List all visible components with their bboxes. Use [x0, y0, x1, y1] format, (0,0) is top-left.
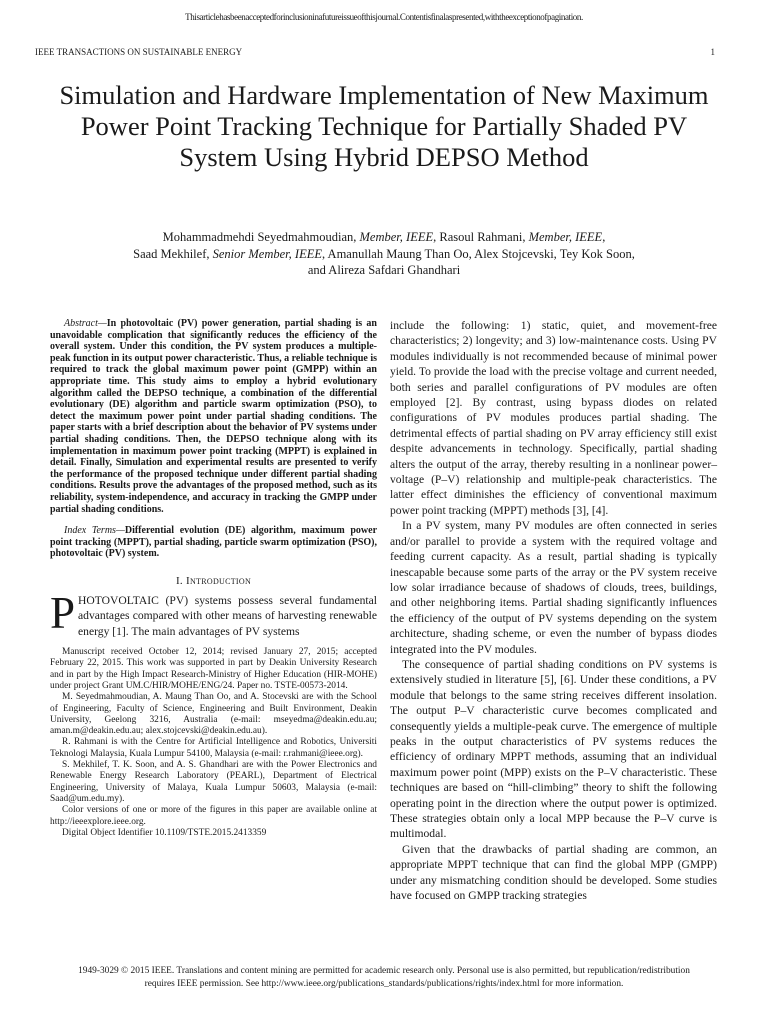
- footnote: R. Rahmani is with the Centre for Artificial Intelligence and Robotics, Universiti Teknologi Malaysia, Kuala Lumpur 54100, Malaysia (e-mail: r.rahmani@ieee.org).: [50, 737, 377, 759]
- right-column: [390, 318, 717, 903]
- drop-cap: P: [50, 587, 76, 638]
- intro-paragraph: [50, 587, 377, 639]
- footnote: S. Mekhilef, T. K. Soon, and A. S. Ghandhari are with the Power Electronics and Renewable Energy Research Laboratory (PEARL), Department of Electrical Engineering, University of Malaya, Kuala Lumpur 50603, Malaysia (e-mail: Saad@um.edu.my).: [50, 760, 377, 804]
- author-role: Senior Member, IEEE: [212, 246, 322, 261]
- body-paragraph: In a PV system, many PV modules are often connected in series and/or parallel to provide a system with the required voltage and feeding current capacity. As a result, partial shading is typically inescapable because some parts of the array or the PV system receive low solar irradiance because of shadows of clouds, trees, buildings, and other neighboring items. Partial shading significantly influences the efficiency of the output of PV systems depending on the system architecture, shading scheme, or even the number of bypass diodes integrated into the PV modules.: [390, 519, 717, 656]
- author-name: , Amanullah Maung Than Oo, Alex Stojcevski, Tey Kok Soon,: [321, 246, 635, 261]
- body-paragraph: Given that the drawbacks of partial shading are common, an appropriate MPPT technique that can find the global MPP (GMPP) under any mismatching condition should be developed. Some studies have focused on GMPP tracking strategies: [390, 842, 717, 903]
- copyright-line: requires IEEE permission. See http://www.ieee.org/publications_standards/publications/rights/index.html for more information.: [144, 979, 624, 989]
- intro-text: (PV) systems possess several fundamental advantages compared with other means of harvesting renewable energy [1]. The main advantages of PV systems: [78, 593, 377, 638]
- body-paragraph: include the following: 1) static, quiet, and movement-free characteristics; 2) longevity; and 3) low-maintenance costs. Using PV modules individually is not recommended because of minimal power yield. To provide the load with the precise voltage and current needed, both series and parallel configurations of PV modules are often employed [2]. By contrast, using bypass diodes on related configurations of PV modules produces partial shading. The detrimental effects of partial shading on PV array efficiency still exist despite advancements in technology. Specifically, partial shading alters the output of the array, thereby resulting in a nonlinear power–voltage (P–V) relationship and multiple-peak characteristics. The latter effect diminishes the efficiency of conventional maximum power point tracking (MPPT) methods [3], [4].: [390, 319, 717, 517]
- author-role: Member, IEEE: [359, 230, 434, 244]
- author-name: Saad Mekhilef,: [133, 246, 213, 261]
- author-role: Member, IEEE: [528, 230, 603, 244]
- abstract-text: In photovoltaic (PV) power generation, partial shading is an unavoidable complication that significantly reduces the efficiency of the overall system. Under this condition, the PV system produces a multiple-peak function in its output power characteristic. Thus, a reliable technique is required to track the global maximum power point (GMPP) within an appropriate time. This study aims to employ a hybrid evolutionary algorithm called the DEPSO technique, a combination of the differential evolutionary (DE) algorithm and particle swarm optimization (PSO), to detect the maximum power point under partial shading conditions. The paper starts with a brief description about the behavior of PV systems under partial shading conditions. Then, the DEPSO technique along with its implementation in maximum power point tracking (MPPT) is explained in detail. Finally, Simulation and experimental results are presented to verify the performance of the proposed technique under different partial shading conditions. Results prove the advantages of the proposed method, such as its reliability, system-independence, and accuracy in tracking the GMPP under partial shading conditions.: [50, 318, 377, 515]
- journal-name: IEEE TRANSACTIONS ON SUSTAINABLE ENERGY: [35, 47, 243, 57]
- footnote: Color versions of one or more of the figures in this paper are available online at http://ieeexplore.ieee.org.: [50, 805, 377, 827]
- footnote: Manuscript received October 12, 2014; revised January 27, 2015; accepted February 22, 2015. This work was supported in part by Deakin University Research and in part by the High Impact Research-Ministry of Higher Education (HIR-MOHE) under project Grant UM.C/HIR/MOHE/ENG/24. Paper no. TSTE-00573-2014.: [50, 647, 377, 691]
- author-name: and Alireza Safdari Ghandhari: [307, 263, 461, 277]
- author-list: [60, 229, 708, 279]
- index-terms-text: Differential evolution (DE) algorithm, maximum power point tracking (MPPT), partial shading, particle swarm optimization (PSO), photovoltaic (PV) system.: [50, 525, 378, 560]
- acceptance-notice: Thisarticlehasbeenacceptedforinclusioninafutureissueofthisjournal.Contentisfinalaspresented,withtheexceptionofpagination.: [185, 12, 583, 22]
- paper-title: Simulation and Hardware Implementation of New Maximum Power Point Tracking Technique for Partially Shaded PV System Using Hybrid DEPSO Method: [59, 80, 709, 172]
- copyright-line: 1949-3029 © 2015 IEEE. Translations and content mining are permitted for academic research only. Personal use is also permitted, but republication/redistribution: [78, 966, 690, 976]
- index-terms-label: Index Terms—: [64, 525, 125, 537]
- abstract-label: Abstract—: [64, 318, 107, 329]
- left-column: [50, 318, 377, 839]
- footnote: Digital Object Identifier 10.1109/TSTE.2015.2413359: [62, 827, 267, 838]
- author-separator: ,: [602, 230, 606, 244]
- section-heading: I. Introduction: [175, 574, 252, 587]
- running-head: [35, 47, 715, 57]
- body-paragraph: The consequence of partial shading conditions on PV systems is extensively studied in literature [5], [6]. Under these conditions, a PV module that belongs to the same string receives different insolation. The output P–V characteristic curve becomes complicated and consequently yields a multiple-peak curve. The emergence of multiple peaks in the output characteristics of PV systems reduces the efficiency of ordinary MPPT methods, assuming that an individual maximum power point (MPP) exists on the P–V characteristic. These techniques are based on “hill-climbing” theory to shift the following operating point in the direction where the output power is optimized. These strategies obtain only a local MPP because the P–V curve is multimodal.: [390, 657, 717, 841]
- page-number: 1: [710, 47, 715, 57]
- author-name: Mohammadmehdi Seyedmahmoudian,: [162, 230, 360, 244]
- footnote: M. Seyedmahmoudian, A. Maung Than Oo, and A. Stocevski are with the School of Engineering, Faculty of Science, Engineering and Built Environment, Deakin University, Geelong 3216, Australia (e-mail: mseyedma@deakin.edu.au; aman.m@deakin.edu.au; alex.stojcevski@deakin.edu.au).: [50, 692, 377, 737]
- abstract: [50, 318, 377, 515]
- author-name: , Rasoul Rahmani,: [433, 230, 529, 244]
- footnotes: [50, 647, 377, 839]
- index-terms: [50, 525, 377, 560]
- copyright-footer: [30, 965, 738, 991]
- intro-lead: HOTOVOLTAIC: [78, 593, 159, 607]
